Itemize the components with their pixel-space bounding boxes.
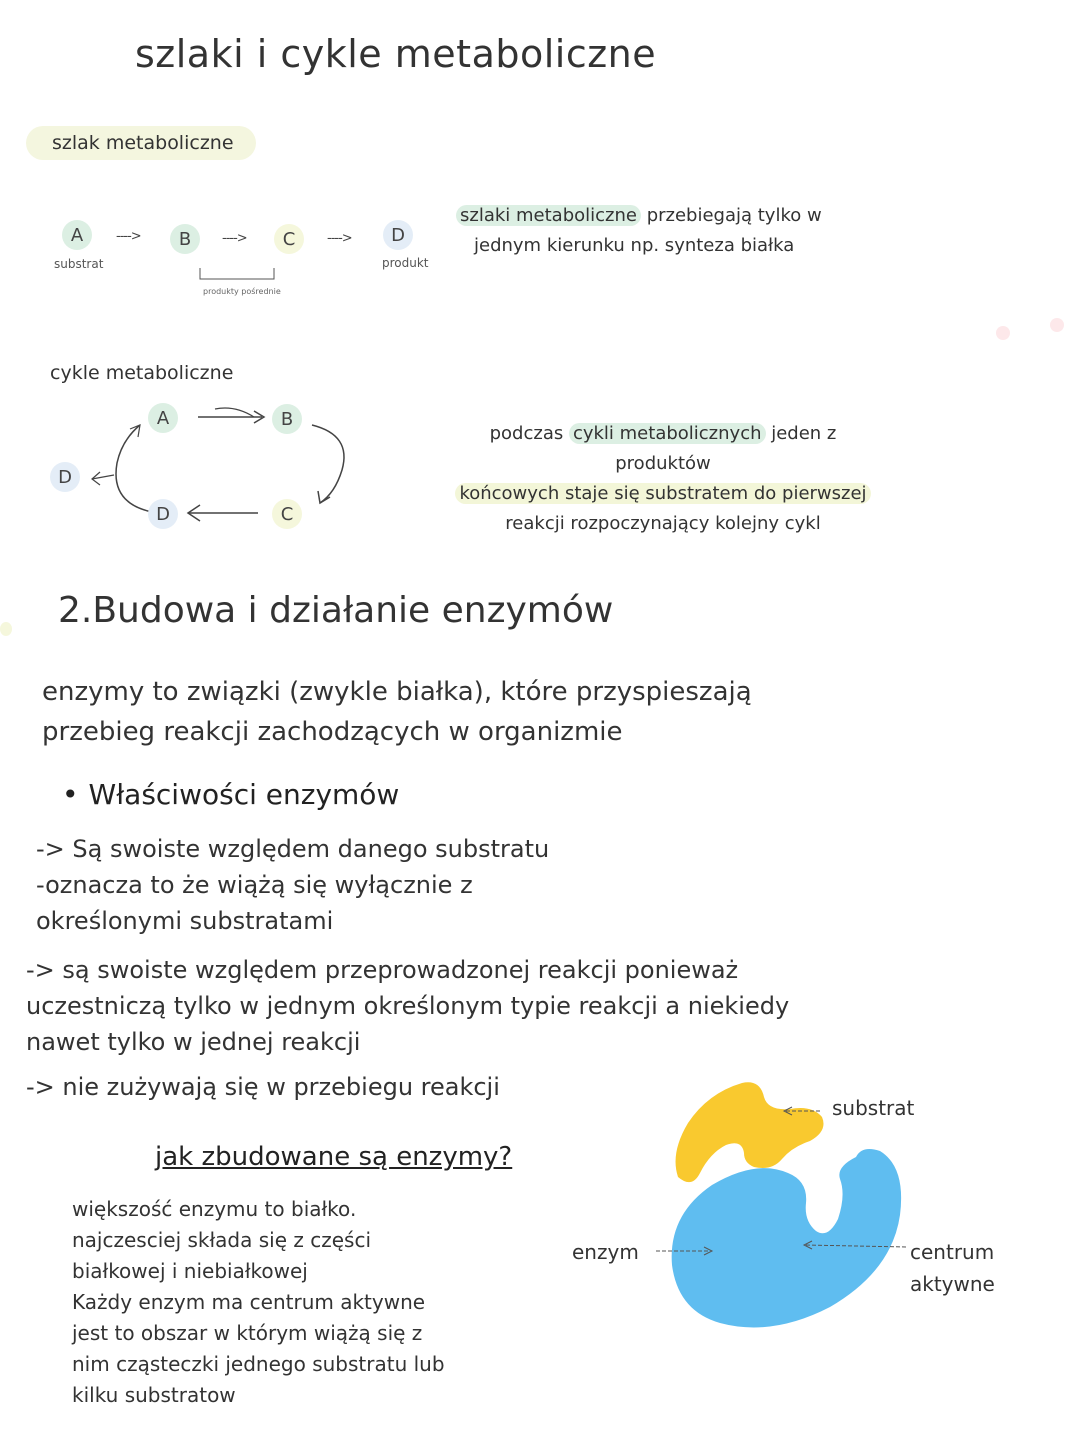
enzyme-intro-line1: enzymy to związki (zwykle białka), które przyspieszają bbox=[42, 677, 752, 707]
cycle-note-l1c: jeden z produktów bbox=[615, 423, 837, 474]
decor-dot bbox=[1050, 318, 1064, 332]
intermediate-bracket bbox=[198, 266, 278, 282]
pathway-node-a: A bbox=[62, 220, 92, 250]
pathway-node-d: D bbox=[383, 220, 413, 250]
pathway-note-highlight: szlaki metaboliczne bbox=[456, 205, 641, 226]
desc-line-4: Każdy enzym ma centrum aktywne bbox=[72, 1290, 426, 1314]
active-site-label bbox=[910, 1236, 995, 1300]
cycle-node-d: D bbox=[148, 499, 178, 529]
cycle-label: cykle metaboliczne bbox=[50, 362, 234, 384]
enzyme-label: enzym bbox=[572, 1240, 639, 1264]
property-3: -> nie zużywają się w przebiegu reakcji bbox=[26, 1073, 500, 1101]
active-site-label-line1: centrum bbox=[910, 1240, 995, 1264]
desc-line-1: większość enzymu to białko. bbox=[72, 1197, 357, 1221]
structure-description bbox=[72, 1194, 445, 1411]
pathway-label: szlak metaboliczne bbox=[26, 126, 256, 160]
substrate-caption: substrat bbox=[54, 257, 104, 271]
product-caption: produkt bbox=[382, 256, 429, 270]
properties-heading-text: Właściwości enzymów bbox=[88, 778, 400, 811]
enzyme-intro-line2: przebieg reakcji zachodzących w organizmie bbox=[42, 717, 623, 747]
cycle-node-c: C bbox=[272, 499, 302, 529]
cycle-outer-node-d: D bbox=[50, 462, 80, 492]
enzyme-diagram bbox=[560, 1075, 1000, 1365]
cycle-note-line2: końcowych staje się substratem do pierwszej bbox=[455, 483, 870, 504]
enzyme-shape bbox=[672, 1149, 901, 1327]
bullet-icon: • bbox=[62, 778, 79, 811]
structure-question: jak zbudowane są enzymy? bbox=[155, 1142, 513, 1172]
active-site-label-line2: aktywne bbox=[910, 1272, 995, 1296]
property-1-line3: określonymi substratami bbox=[36, 907, 334, 935]
decor-dot bbox=[996, 326, 1010, 340]
pathway-note-line2: jednym kierunku np. synteza białka bbox=[474, 235, 795, 256]
pathway-node-c: C bbox=[274, 224, 304, 254]
enzyme-intro bbox=[42, 672, 752, 752]
cycle-note-l1a: podczas bbox=[489, 423, 569, 444]
property-2 bbox=[26, 952, 789, 1060]
pathway-note-rest: przebiegają tylko w bbox=[640, 205, 822, 226]
cycle-node-a: A bbox=[148, 403, 178, 433]
cycle-note-line3: reakcji rozpoczynający kolejny cykl bbox=[505, 513, 821, 534]
property-2-line3: nawet tylko w jednej reakcji bbox=[26, 1028, 361, 1056]
page-title: szlaki i cykle metaboliczne bbox=[135, 32, 657, 76]
property-2-line2: uczestniczą tylko w jednym określonym typie reakcji a niekiedy bbox=[26, 992, 790, 1020]
pathway-arrow-3: ----> bbox=[327, 231, 352, 246]
substrate-shape bbox=[676, 1082, 824, 1182]
property-1 bbox=[36, 831, 549, 939]
pathway-note bbox=[456, 201, 822, 261]
intermediate-caption: produkty pośrednie bbox=[203, 287, 281, 296]
property-1-line2: -oznacza to że wiążą się wyłącznie z bbox=[36, 871, 473, 899]
cycle-note bbox=[448, 419, 878, 539]
pathway-arrow-1: ----> bbox=[116, 229, 141, 244]
desc-line-2: najczesciej składa się z części bbox=[72, 1228, 371, 1252]
property-2-line1: -> są swoiste względem przeprowadzonej reakcji ponieważ bbox=[26, 956, 739, 984]
cycle-arrows bbox=[40, 395, 370, 535]
desc-line-6: nim cząsteczki jednego substratu lub bbox=[72, 1352, 445, 1376]
cycle-node-b: B bbox=[272, 404, 302, 434]
property-1-line1: -> Są swoiste względem danego substratu bbox=[36, 835, 550, 863]
desc-line-5: jest to obszar w którym wiążą się z bbox=[72, 1321, 423, 1345]
properties-heading bbox=[62, 778, 399, 811]
decor-dot bbox=[0, 622, 12, 636]
section-title: 2.Budowa i działanie enzymów bbox=[58, 590, 614, 631]
pathway-node-b: B bbox=[170, 224, 200, 254]
substrate-label: substrat bbox=[832, 1096, 915, 1120]
cycle-note-highlight: cykli metabolicznych bbox=[569, 423, 766, 444]
desc-line-3: białkowej i niebiałkowej bbox=[72, 1259, 308, 1283]
pathway-arrow-2: ----> bbox=[222, 231, 247, 246]
desc-line-7: kilku substratow bbox=[72, 1383, 236, 1407]
